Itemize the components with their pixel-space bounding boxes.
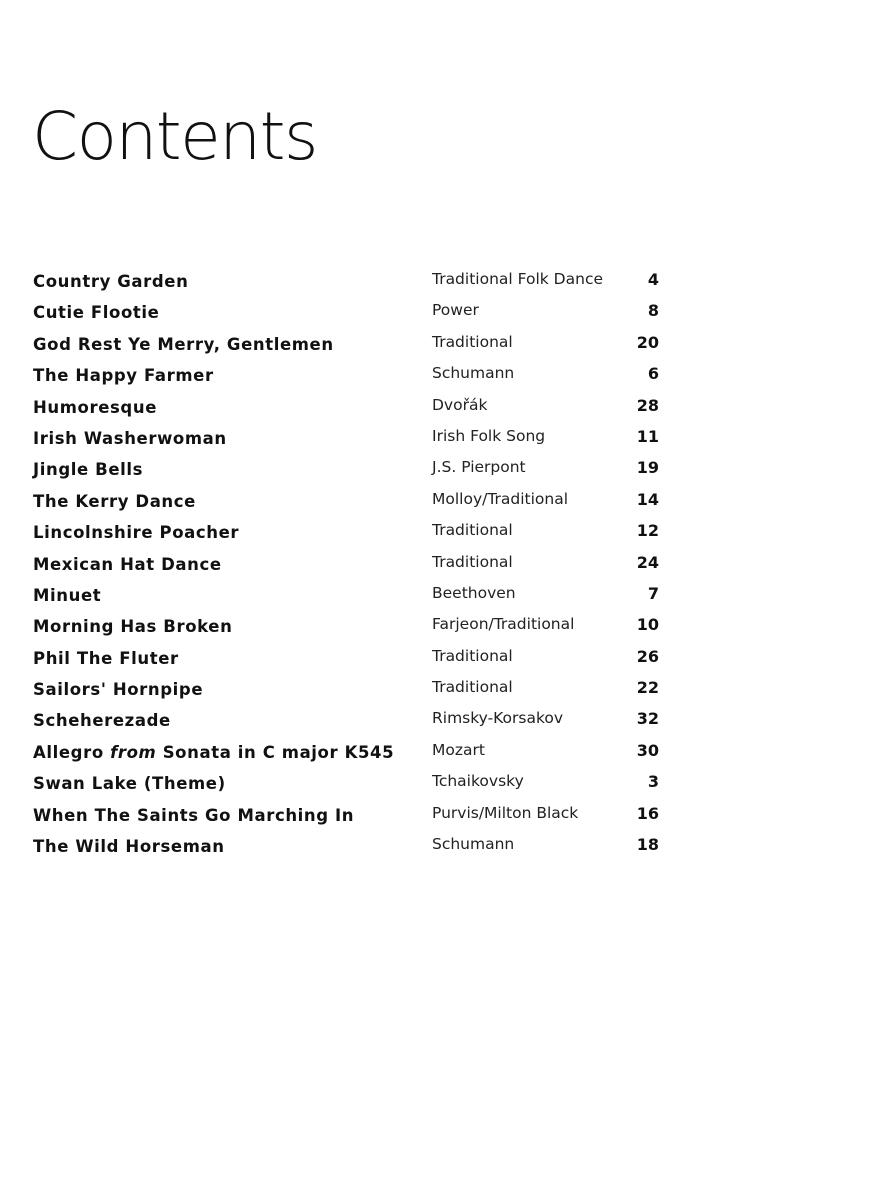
page-number: 32 (636, 709, 659, 729)
contents-list (33, 266, 663, 862)
composer-name: Beethoven (432, 583, 516, 602)
page-number: 30 (636, 740, 659, 760)
page-number: 4 (647, 270, 659, 289)
contents-entry (33, 611, 663, 642)
composer-name: Irish Folk Song (432, 426, 546, 445)
contents-entry (33, 768, 663, 799)
page-number: 28 (636, 395, 659, 415)
composer-name: Schumann (432, 364, 515, 383)
song-title: Mexican Hat Dance (33, 554, 222, 574)
composer-name: Power (432, 301, 479, 320)
page-number: 26 (636, 646, 659, 666)
contents-entry (33, 549, 663, 580)
contents-entry (33, 831, 663, 862)
page-number: 7 (647, 583, 659, 603)
contents-entry (33, 392, 663, 423)
composer-name: Molloy/Traditional (432, 489, 569, 508)
page-number: 10 (636, 615, 659, 635)
page-number: 20 (636, 332, 659, 352)
song-title: Sailors' Hornpipe (33, 680, 204, 700)
song-title: The Kerry Dance (33, 491, 196, 511)
page-number: 12 (636, 521, 659, 541)
song-title-part: Allegro (33, 742, 111, 762)
composer-name: Traditional (432, 678, 513, 697)
song-title: Irish Washerwoman (33, 428, 227, 448)
contents-entry (33, 360, 663, 391)
composer-name: Tchaikovsky (432, 772, 524, 791)
composer-name: Schumann (432, 835, 515, 854)
contents-entry (33, 297, 663, 328)
contents-entry (33, 705, 663, 736)
song-title: Morning Has Broken (33, 617, 233, 637)
contents-entry (33, 580, 663, 611)
song-title: The Happy Farmer (33, 366, 214, 386)
page-number: 11 (636, 426, 659, 446)
song-title: Cutie Flootie (33, 303, 160, 323)
composer-name: Purvis/Milton Black (432, 803, 579, 822)
song-title: Minuet (33, 585, 102, 605)
page-number: 6 (647, 364, 659, 384)
contents-entry (33, 329, 663, 360)
contents-entry (33, 486, 663, 517)
song-title (33, 743, 394, 762)
composer-name: Traditional Folk Dance (432, 270, 603, 288)
composer-name: Farjeon/Traditional (432, 615, 575, 634)
composer-name: J.S. Pierpont (432, 458, 526, 477)
song-title: Country Garden (33, 272, 189, 291)
song-title: Lincolnshire Poacher (33, 523, 240, 543)
composer-name: Traditional (432, 521, 513, 540)
contents-entry (33, 737, 663, 768)
composer-name: Traditional (432, 332, 513, 351)
composer-name: Traditional (432, 646, 513, 665)
song-title-part: Sonata in C major K545 (156, 742, 395, 762)
composer-name: Mozart (432, 740, 485, 759)
page-number: 19 (636, 458, 659, 478)
composer-name: Dvořák (432, 395, 488, 414)
page-number: 8 (647, 301, 659, 321)
composer-name: Rimsky-Korsakov (432, 709, 564, 728)
page-number: 18 (636, 835, 659, 855)
song-title-italic: from (110, 742, 157, 762)
song-title: God Rest Ye Merry, Gentlemen (33, 334, 334, 354)
contents-entry (33, 517, 663, 548)
page-number: 3 (647, 772, 659, 792)
contents-entry (33, 423, 663, 454)
contents-entry (33, 674, 663, 705)
song-title: Phil The Fluter (33, 648, 179, 668)
contents-entry (33, 454, 663, 485)
page-number: 24 (636, 552, 659, 572)
song-title: Jingle Bells (33, 460, 144, 480)
composer-name: Traditional (432, 552, 513, 571)
contents-entry (33, 643, 663, 674)
song-title: Humoresque (33, 397, 157, 417)
song-title: When The Saints Go Marching In (33, 805, 355, 825)
song-title: The Wild Horseman (33, 837, 225, 857)
contents-entry (33, 800, 663, 831)
page-number: 16 (636, 803, 659, 823)
contents-entry (33, 266, 663, 297)
song-title: Swan Lake (Theme) (33, 774, 226, 794)
page-title: Contents (32, 98, 317, 175)
page-number: 14 (636, 489, 659, 509)
song-title: Scheherezade (33, 711, 171, 731)
page-number: 22 (636, 678, 659, 698)
